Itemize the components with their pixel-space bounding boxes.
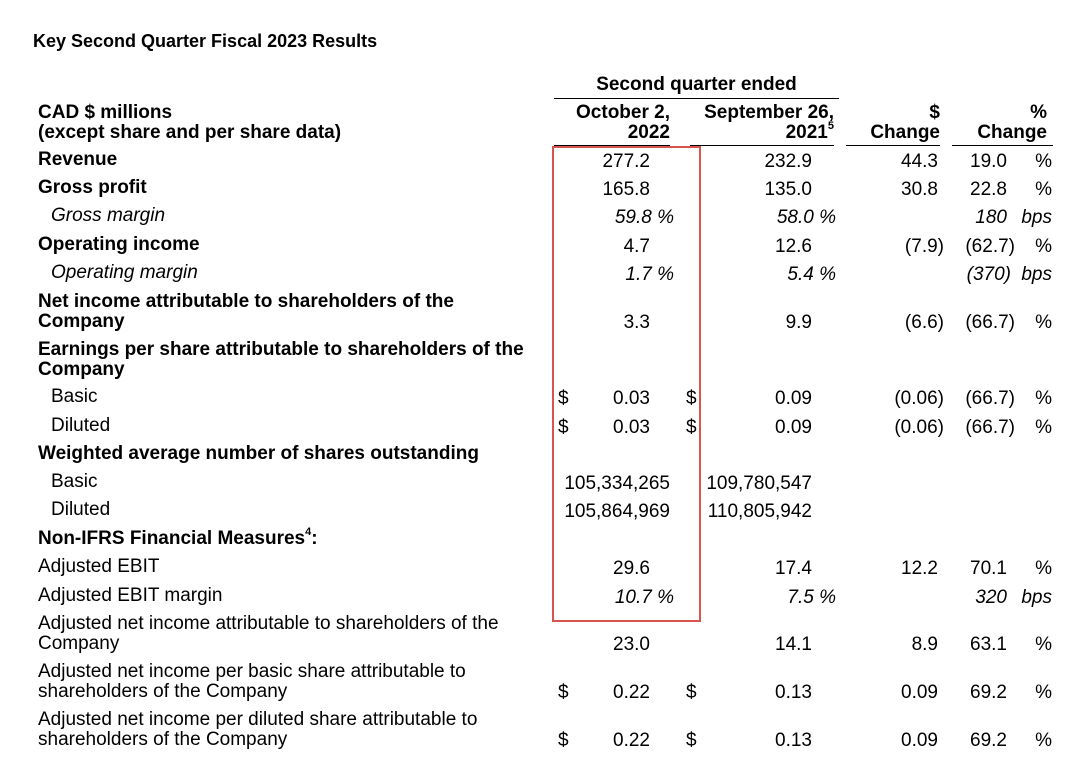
net-income-q2-2021: 9.9 [785, 312, 812, 333]
shares-basic-q2-2021: 109,780,547 [706, 473, 812, 494]
operating-margin-change: (370) [966, 264, 1011, 285]
col-header-dollar-change [846, 103, 940, 143]
label-adjusted-net-income [38, 614, 499, 654]
adjusted-ni-diluted-unit: % [1035, 730, 1052, 751]
col-header-pct-change [952, 103, 1047, 143]
eps-diluted-pct-change: (66.7) [965, 417, 1015, 438]
col-header-oct-2022 [554, 103, 670, 143]
adjusted-ni-diluted-dollar-change: 0.09 [901, 730, 938, 751]
label-net-income-line2: Company [38, 311, 125, 332]
eps-basic-dollar-change: (0.06) [894, 388, 944, 409]
label-adjusted-ebit-margin: Adjusted EBIT margin [38, 585, 223, 606]
adjusted-net-income-q2-2021: 14.1 [775, 634, 812, 655]
label-adjusted-ni-basic-line2: shareholders of the Company [38, 681, 288, 702]
label-shares-diluted: Diluted [51, 499, 111, 520]
col-header-sep-2021 [690, 103, 834, 145]
eps-basic-q2-2021-currency: $ [686, 388, 697, 409]
adjusted-ebit-unit: % [1035, 558, 1052, 579]
adjusted-ebit-q2-2022: 29.6 [613, 558, 650, 579]
non-ifrs-heading-colon: : [311, 528, 318, 549]
label-eps-heading [38, 340, 524, 380]
label-shares-heading: Weighted average number of shares outstanding [38, 443, 479, 464]
gross-margin-unit: bps [1021, 207, 1052, 228]
operating-income-pct-change: (62.7) [965, 236, 1015, 257]
col4-header-line2: Change [977, 122, 1047, 143]
adjusted-ebit-margin-q2-2022: 10.7 % [614, 587, 674, 608]
revenue-q2-2022: 277.2 [602, 151, 650, 172]
net-income-dollar-change: (6.6) [904, 312, 944, 333]
label-adjusted-net-income-line1: Adjusted net income attributable to shareholders of the [38, 613, 499, 634]
operating-income-dollar-change: (7.9) [904, 236, 944, 257]
footnote-5: 5 [827, 120, 834, 132]
net-income-unit: % [1035, 312, 1052, 333]
gross-margin-q2-2022: 59.8 % [614, 207, 674, 228]
adjusted-ni-diluted-q2-2022-currency: $ [558, 730, 569, 751]
label-adjusted-ni-diluted-line2: shareholders of the Company [38, 729, 288, 750]
col3-underline [846, 145, 940, 146]
col2-header-line2 [690, 120, 834, 145]
highlight-box [552, 146, 701, 622]
col1-header-line1: October 2, [576, 102, 670, 123]
eps-basic-q2-2021: 0.09 [775, 388, 812, 409]
label-revenue: Revenue [38, 149, 118, 170]
eps-basic-pct-change: (66.7) [965, 388, 1015, 409]
col4-underline [952, 145, 1053, 146]
label-operating-income: Operating income [38, 234, 200, 255]
operating-income-q2-2022: 4.7 [623, 236, 650, 257]
eps-diluted-dollar-change: (0.06) [894, 417, 944, 438]
label-eps-basic: Basic [51, 386, 98, 407]
label-adjusted-ni-diluted [38, 710, 477, 750]
gross-profit-unit: % [1035, 179, 1052, 200]
gross-margin-change: 180 [975, 207, 1007, 228]
eps-diluted-q2-2021: 0.09 [775, 417, 812, 438]
footnote-4: 4 [305, 526, 312, 538]
revenue-q2-2021: 232.9 [764, 151, 812, 172]
net-income-q2-2022: 3.3 [623, 312, 650, 333]
shares-diluted-q2-2022: 105,864,969 [564, 501, 670, 522]
adjusted-ebit-pct-change: 70.1 [970, 558, 1007, 579]
label-gross-profit: Gross profit [38, 177, 147, 198]
col2-header-year: 2021 [785, 122, 828, 143]
adjusted-ni-diluted-q2-2022: 0.22 [613, 730, 650, 751]
adjusted-ni-basic-q2-2022: 0.22 [613, 682, 650, 703]
label-adjusted-ebit: Adjusted EBIT [38, 556, 160, 577]
row-label-header-line2: (except share and per share data) [38, 122, 342, 143]
col3-header-line2: Change [870, 122, 940, 143]
label-adjusted-ni-basic [38, 662, 466, 702]
adjusted-ni-basic-unit: % [1035, 682, 1052, 703]
revenue-dollar-change: 44.3 [901, 151, 938, 172]
col2-underline [690, 145, 834, 146]
adjusted-ni-basic-q2-2021-currency: $ [686, 682, 697, 703]
net-income-pct-change: (66.7) [965, 312, 1015, 333]
col1-header-line2: 2022 [627, 122, 670, 143]
adjusted-net-income-pct-change: 63.1 [970, 634, 1007, 655]
gross-profit-dollar-change: 30.8 [901, 179, 938, 200]
gross-profit-q2-2022: 165.8 [602, 179, 650, 200]
gross-profit-pct-change: 22.8 [970, 179, 1007, 200]
adjusted-ni-basic-q2-2022-currency: $ [558, 682, 569, 703]
shares-basic-q2-2022: 105,334,265 [564, 473, 670, 494]
group-header: Second quarter ended [596, 74, 797, 95]
label-operating-margin: Operating margin [51, 262, 198, 283]
operating-margin-q2-2022: 1.7 % [625, 264, 674, 285]
gross-margin-q2-2021: 58.0 % [776, 207, 836, 228]
label-gross-margin: Gross margin [51, 205, 166, 226]
shares-diluted-q2-2021: 110,805,942 [707, 501, 812, 522]
page-title: Key Second Quarter Fiscal 2023 Results [33, 31, 378, 51]
group-underline [554, 98, 839, 99]
col4-header-line1: % [1030, 102, 1047, 123]
label-adjusted-ni-basic-line1: Adjusted net income per basic share attributable to [38, 661, 466, 682]
eps-diluted-q2-2022: 0.03 [613, 417, 650, 438]
adjusted-ni-diluted-q2-2021-currency: $ [686, 730, 697, 751]
label-eps-heading-line2: Company [38, 359, 125, 380]
adjusted-ni-diluted-q2-2021: 0.13 [775, 730, 812, 751]
eps-diluted-q2-2022-currency: $ [558, 417, 569, 438]
adjusted-ni-diluted-pct-change: 69.2 [970, 730, 1007, 751]
adjusted-ebit-margin-unit: bps [1021, 587, 1052, 608]
revenue-unit: % [1035, 151, 1052, 172]
revenue-pct-change: 19.0 [970, 151, 1007, 172]
operating-income-unit: % [1035, 236, 1052, 257]
label-non-ifrs-heading [38, 526, 318, 551]
adjusted-ebit-margin-q2-2021: 7.5 % [787, 587, 836, 608]
eps-basic-unit: % [1035, 388, 1052, 409]
adjusted-net-income-dollar-change: 8.9 [911, 634, 938, 655]
col3-header-line1: $ [929, 102, 940, 123]
adjusted-ni-basic-q2-2021: 0.13 [775, 682, 812, 703]
eps-basic-q2-2022: 0.03 [613, 388, 650, 409]
col2-header-line1: September 26, [704, 102, 834, 123]
eps-diluted-q2-2021-currency: $ [686, 417, 697, 438]
row-label-header-line1: CAD $ millions [38, 102, 173, 123]
eps-diluted-unit: % [1035, 417, 1052, 438]
adjusted-net-income-unit: % [1035, 634, 1052, 655]
non-ifrs-heading-text: Non-IFRS Financial Measures [38, 528, 306, 549]
eps-basic-q2-2022-currency: $ [558, 388, 569, 409]
operating-income-q2-2021: 12.6 [775, 236, 812, 257]
label-shares-basic: Basic [51, 471, 98, 492]
label-adjusted-net-income-line2: Company [38, 633, 120, 654]
label-eps-heading-line1: Earnings per share attributable to shareholders of the [38, 339, 524, 360]
operating-margin-unit: bps [1021, 264, 1052, 285]
operating-margin-q2-2021: 5.4 % [787, 264, 836, 285]
label-eps-diluted: Diluted [51, 415, 111, 436]
adjusted-ni-basic-pct-change: 69.2 [970, 682, 1007, 703]
adjusted-net-income-q2-2022: 23.0 [613, 634, 650, 655]
gross-profit-q2-2021: 135.0 [764, 179, 812, 200]
adjusted-ebit-q2-2021: 17.4 [775, 558, 812, 579]
adjusted-ni-basic-dollar-change: 0.09 [901, 682, 938, 703]
adjusted-ebit-margin-change: 320 [975, 587, 1007, 608]
label-net-income [38, 292, 454, 332]
label-adjusted-ni-diluted-line1: Adjusted net income per diluted share attributable to [38, 709, 478, 730]
row-label-header [38, 103, 341, 143]
adjusted-ebit-dollar-change: 12.2 [901, 558, 938, 579]
label-net-income-line1: Net income attributable to shareholders of the [38, 291, 454, 312]
